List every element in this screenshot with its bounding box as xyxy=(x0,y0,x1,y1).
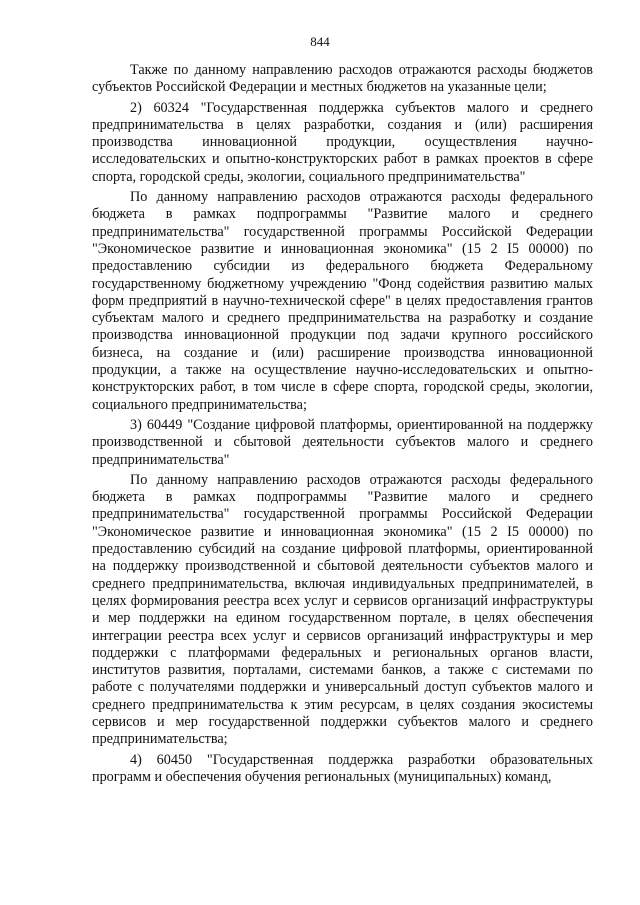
paragraph-item-60450-title: 4) 60450 "Государственная поддержка разработки образовательных программ и обеспечения обучения региональных (муниципальных) команд, xyxy=(92,751,593,785)
paragraph-regional-budgets: Также по данному направлению расходов отражаются расходы бюджетов субъектов Российской Федерации и местных бюджетов на указанные цели; xyxy=(92,62,593,96)
page-number: 844 xyxy=(310,34,330,49)
paragraph-item-60449-description: По данному направлению расходов отражаются расходы федерального бюджета в рамках подпрограммы "Развитие малого и среднего предпринимательства" государственной программы Российской Федерации "Экономическое развитие и инновационная экономика" (15 2 I5 00000) по предоставлению субсидий на создание цифровой платформы, ориентированной на поддержку производственной и сбытовой деятельности субъектов малого и среднего предпринимательства, включая индивидуальных предпринимателей, в целях формирования реестра всех услуг и сервисов организаций инфраструктуры и мер поддержки на едином государственном портале, в целях обеспечения интеграции реестра всех услуг и сервисов организаций инфраструктуры и мер поддержки с платформами федеральных и региональных органов власти, институтов развития, порталами, системами банков, а также с системами по работе с получателями поддержки и универсальный доступ субъектов малого и среднего предпринимательства к этим ресурсам, в целях создания экосистемы сервисов и мер государственной поддержки субъектов малого и среднего предпринимательства; xyxy=(92,471,593,748)
paragraph-item-60324-title: 2) 60324 "Государственная поддержка субъектов малого и среднего предпринимательства в целях разработки, создания и (или) расширения производства инновационной продукции, осуществления научно-исследовательских и опытно-конструкторских работ в рамках проектов в сфере спорта, городской среды, экологии, социального предпринимательства" xyxy=(92,99,593,185)
paragraph-item-60324-description: По данному направлению расходов отражаются расходы федерального бюджета в рамках подпрограммы "Развитие малого и среднего предпринимательства" государственной программы Российской Федерации "Экономическое развитие и инновационная экономика" (15 2 I5 00000) по предоставлению субсидии из федерального бюджета Федеральному государственному бюджетному учреждению "Фонд содействия развитию малых форм предприятий в научно-технической сфере" в целях предоставления грантов субъектам малого и среднего предпринимательства на разработку и создание производства инновационной продукции под задачи крупного российского бизнеса, на создание и (или) расширение производства инновационной продукции, а также на осуществление научно-исследовательских и опытно-конструкторских работ, в том числе в сфере спорта, городской среды, экологии, социального предпринимательства; xyxy=(92,189,593,413)
document-body xyxy=(92,62,593,789)
paragraph-item-60449-title: 3) 60449 "Создание цифровой платформы, ориентированной на поддержку производственной и сбытовой деятельности субъектов малого и среднего предпринимательства" xyxy=(92,416,593,468)
